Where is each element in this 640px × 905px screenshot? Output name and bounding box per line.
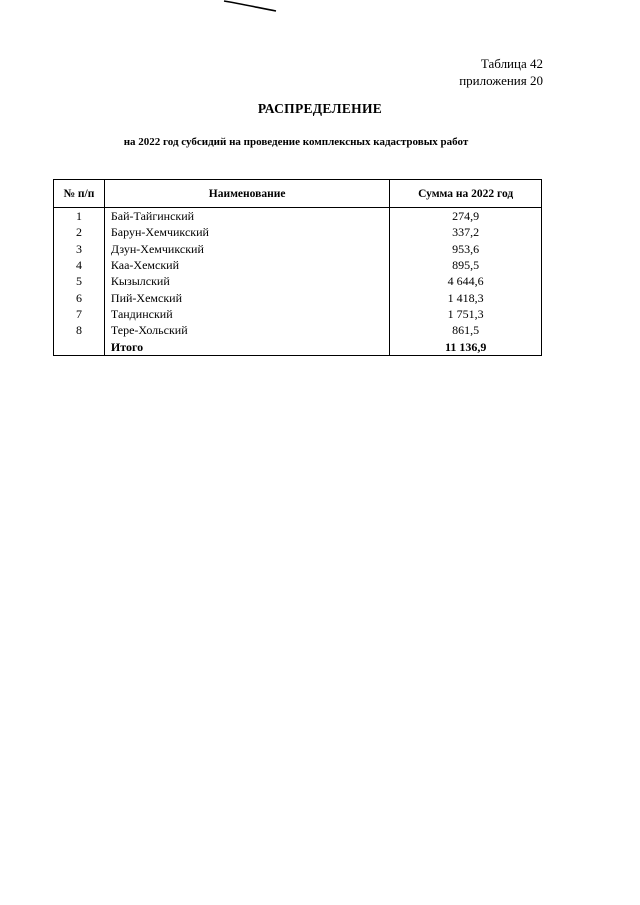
row-number: 8 <box>54 322 105 338</box>
table-row <box>54 273 542 289</box>
table-row <box>54 224 542 240</box>
column-header-number: № п/п <box>54 180 105 208</box>
row-name: Пий-Хемский <box>104 289 389 305</box>
row-sum: 861,5 <box>390 322 542 338</box>
row-number: 5 <box>54 273 105 289</box>
scan-artifact-stroke <box>222 0 278 12</box>
row-name: Барун-Хемчикский <box>104 224 389 240</box>
row-sum: 4 644,6 <box>390 273 542 289</box>
row-number: 1 <box>54 208 105 225</box>
row-number: 2 <box>54 224 105 240</box>
row-name: Бай-Тайгинский <box>104 208 389 225</box>
document-subtitle: на 2022 год субсидий на проведение комплексных кадастровых работ <box>123 136 469 148</box>
table-row <box>54 257 542 273</box>
row-number: 3 <box>54 241 105 257</box>
total-number <box>54 338 105 355</box>
table-row <box>54 208 542 225</box>
row-number: 7 <box>54 306 105 322</box>
document-title: РАСПРЕДЕЛЕНИЕ <box>257 101 383 116</box>
row-number: 4 <box>54 257 105 273</box>
row-sum: 895,5 <box>390 257 542 273</box>
column-header-name: Наименование <box>104 180 389 208</box>
row-number: 6 <box>54 289 105 305</box>
row-name: Кызылский <box>104 273 389 289</box>
row-sum: 337,2 <box>390 224 542 240</box>
table-row <box>54 289 542 305</box>
appendix-number: приложения 20 <box>459 73 543 88</box>
table-row <box>54 241 542 257</box>
row-sum: 274,9 <box>390 208 542 225</box>
table-row <box>54 306 542 322</box>
row-name: Тандинский <box>104 306 389 322</box>
total-sum: 11 136,9 <box>390 338 542 355</box>
row-name: Дзун-Хемчикский <box>104 241 389 257</box>
appendix-reference <box>459 55 543 89</box>
column-header-sum: Сумма на 2022 год <box>390 180 542 208</box>
total-label: Итого <box>104 338 389 355</box>
table-total-row <box>54 338 542 355</box>
row-name: Каа-Хемский <box>104 257 389 273</box>
row-sum: 1 751,3 <box>390 306 542 322</box>
table-reference: Таблица 42 <box>480 56 543 71</box>
distribution-table <box>53 179 542 356</box>
row-sum: 953,6 <box>390 241 542 257</box>
table-header-row <box>54 180 542 208</box>
table-row <box>54 322 542 338</box>
row-name: Тере-Хольский <box>104 322 389 338</box>
row-sum: 1 418,3 <box>390 289 542 305</box>
